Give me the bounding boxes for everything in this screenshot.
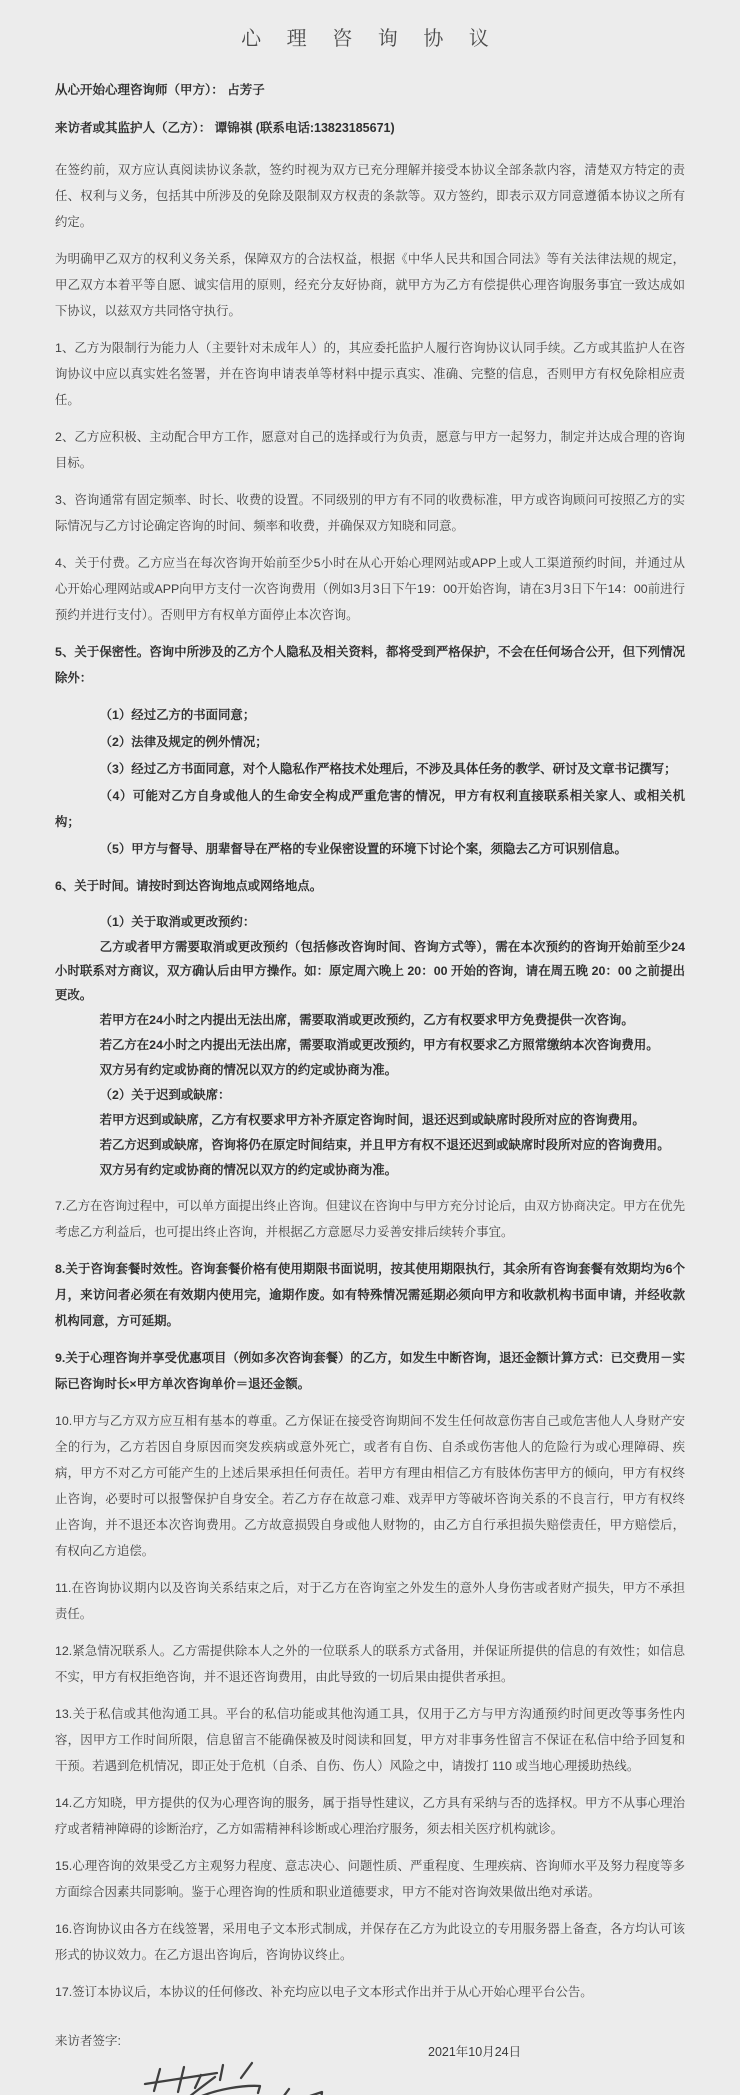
clause-6-item-2: （2）关于迟到或缺席： bbox=[99, 1088, 231, 1102]
visitor-signature-image bbox=[115, 2061, 330, 2095]
clause-6-item-1: （1）关于取消或更改预约： bbox=[99, 915, 256, 929]
intro-paragraph-2: 为明确甲乙双方的权利义务关系，保障双方的合法权益，根据《中华人民共和国合同法》等有关法律法规的规定，甲乙双方本着平等自愿、诚实信用的原则，经充分友好协商，就甲方为乙方有偿提供心理咨询服务事宜一致达成如下协议，以兹双方共同恪守执行。 bbox=[55, 252, 685, 318]
clause-7: 7.乙方在咨询过程中，可以单方面提出终止咨询。但建议在咨询中与甲方充分讨论后，由双方协商决定。甲方在优先考虑乙方利益后，也可提出终止咨询，并根据乙方意愿尽力妥善安排后续转介事宜。 bbox=[55, 1199, 685, 1239]
clause-6-item-1-text-3: 若乙方在24小时之内提出无法出席，需要取消或更改预约，甲方有权要求乙方照常缴纳本次咨询费用。 bbox=[99, 1038, 659, 1052]
clause-15: 15.心理咨询的效果受乙方主观努力程度、意志决心、问题性质、严重程度、生理疾病、咨询师水平及努力程度等多方面综合因素共同影响。鉴于心理咨询的性质和职业道德要求，甲方不能对咨询效果做出绝对承诺。 bbox=[55, 1859, 685, 1899]
date-line: 2021年10月24日 bbox=[428, 2045, 522, 2059]
party-b-line: 来访者或其监护人（乙方）： 谭锦祺 (联系电话:13823185671) bbox=[55, 121, 395, 135]
signature-section bbox=[55, 2031, 685, 2095]
clause-5-item-5: （5）甲方与督导、朋辈督导在严格的专业保密设置的环境下讨论个案，须隐去乙方可识别信息。 bbox=[99, 842, 627, 856]
clause-6-item-1-text-2: 若甲方在24小时之内提出无法出席，需要取消或更改预约，乙方有权要求甲方免费提供一次咨询。 bbox=[99, 1013, 634, 1027]
clause-6-item-2-text-3: 双方另有约定或协商的情况以双方的约定或协商为准。 bbox=[99, 1163, 397, 1177]
document-title: 心 理 咨 询 协 议 bbox=[241, 28, 499, 50]
clause-6-item-2-text-2: 若乙方迟到或缺席，咨询将仍在原定时间结束，并且甲方有权不退还迟到或缺席时段所对应的咨询费用。 bbox=[99, 1138, 670, 1152]
clause-4: 4、关于付费。乙方应当在每次咨询开始前至少5小时在从心开始心理网站或APP上或人工渠道预约时间，并通过从心开始心理网站或APP向甲方支付一次咨询费用（例如3月3日下午19：00开始咨询，请在3月3日下午14：00前进行预约并进行支付）。否则甲方有权单方面停止本次咨询。 bbox=[55, 556, 685, 622]
clause-1: 1、乙方为限制行为能力人（主要针对未成年人）的，其应委托监护人履行咨询协议认同手续。乙方或其监护人在咨询协议中应以真实姓名签署，并在咨询申请表单等材料中提示真实、准确、完整的信息，否则甲方有权免除相应责任。 bbox=[55, 341, 685, 407]
clause-16: 16.咨询协议由各方在线签署，采用电子文本形式制成，并保存在乙方为此设立的专用服务器上备查，各方均认可该形式的协议效力。在乙方退出咨询后，咨询协议终止。 bbox=[55, 1922, 685, 1962]
clause-5: 5、关于保密性。咨询中所涉及的乙方个人隐私及相关资料，都将受到严格保护，不会在任何场合公开，但下列情况除外： bbox=[55, 645, 685, 685]
clause-6-item-1-text-4: 双方另有约定或协商的情况以双方的约定或协商为准。 bbox=[99, 1063, 397, 1077]
clause-14: 14.乙方知晓，甲方提供的仅为心理咨询的服务，属于指导性建议，乙方具有采纳与否的选择权。甲方不从事心理治疗或者精神障碍的诊断治疗，乙方如需精神科诊断或心理治疗服务，须去相关医疗机构就诊。 bbox=[55, 1796, 685, 1836]
clause-6-item-2-text-1: 若甲方迟到或缺席，乙方有权要求甲方补齐原定咨询时间，退还迟到或缺席时段所对应的咨询费用。 bbox=[99, 1113, 645, 1127]
clause-6-item-1-text-1: 乙方或者甲方需要取消或更改预约（包括修改咨询时间、咨询方式等），需在本次预约的咨询开始前至少24小时联系对方商议，双方确认后由甲方操作。如：原定周六晚上 20：00 开始的咨询，请在周五晚 20：00 之前提出更改。 bbox=[55, 940, 685, 1002]
clause-13: 13.关于私信或其他沟通工具。平台的私信功能或其他沟通工具，仅用于乙方与甲方沟通预约时间更改等事务性内容，因甲方工作时间所限，信息留言不能确保被及时阅读和回复，甲方对非事务性留言不保证在私信中给予回复和干预。若遇到危机情况，即正处于危机（自杀、自伤、伤人）风险之中，请拨打 110 或当地心理援助热线。 bbox=[55, 1707, 685, 1773]
clause-5-item-4: （4）可能对乙方自身或他人的生命安全构成严重危害的情况，甲方有权利直接联系相关家人、或相关机构； bbox=[55, 789, 685, 829]
clause-3: 3、咨询通常有固定频率、时长、收费的设置。不同级别的甲方有不同的收费标准，甲方或咨询顾问可按照乙方的实际情况与乙方讨论确定咨询的时间、频率和收费，并确保双方知晓和同意。 bbox=[55, 493, 685, 533]
clause-2: 2、乙方应积极、主动配合甲方工作，愿意对自己的选择或行为负责，愿意与甲方一起努力，制定并达成合理的咨询目标。 bbox=[55, 430, 685, 470]
intro-paragraph-1: 在签约前，双方应认真阅读协议条款，签约时视为双方已充分理解并接受本协议全部条款内容，清楚双方特定的责任、权利与义务，包括其中所涉及的免除及限制双方权责的条款等。双方签约，即表示双方同意遵循本协议之所有约定。 bbox=[55, 163, 685, 229]
clause-8: 8.关于咨询套餐时效性。咨询套餐价格有使用期限书面说明，按其使用期限执行，其余所有咨询套餐有效期均为6个月，来访问者必须在有效期内使用完，逾期作废。如有特殊情况需延期必须向甲方和收款机构书面申请，并经收款机构同意，方可延期。 bbox=[55, 1262, 685, 1328]
clause-17: 17.签订本协议后，本协议的任何修改、补充均应以电子文本形式作出并于从心开始心理平台公告。 bbox=[55, 1985, 593, 1999]
clause-12: 12.紧急情况联系人。乙方需提供除本人之外的一位联系人的联系方式备用，并保证所提供的信息的有效性；如信息不实，甲方有权拒绝咨询，并不退还咨询费用，由此导致的一切后果由提供者承担。 bbox=[55, 1644, 685, 1684]
clause-10: 10.甲方与乙方双方应互相有基本的尊重。乙方保证在接受咨询期间不发生任何故意伤害自己或危害他人人身财产安全的行为，乙方若因自身原因而突发疾病或意外死亡，或者有自伤、自杀或伤害他人的危险行为或心理障碍、疾病，甲方不对乙方可能产生的上述后果承担任何责任。若甲方有理由相信乙方有肢体伤害甲方的倾向，甲方有权终止咨询，必要时可以报警保护自身安全。若乙方存在故意刁难、戏弄甲方等破坏咨询关系的不良言行，甲方有权终止咨询，并不退还本次咨询费用。乙方故意损毁自身或他人财物的，由乙方自行承担损失赔偿责任，甲方赔偿后，有权向乙方追偿。 bbox=[55, 1414, 685, 1558]
clause-6: 6、关于时间。请按时到达咨询地点或网络地点。 bbox=[55, 879, 323, 893]
party-a-line: 从心开始心理咨询师（甲方）： 占芳子 bbox=[55, 83, 265, 97]
clause-5-item-3: （3）经过乙方书面同意，对个人隐私作严格技术处理后，不涉及具体任务的教学、研讨及文章书记撰写； bbox=[99, 762, 677, 776]
clause-5-item-1: （1）经过乙方的书面同意； bbox=[99, 708, 256, 722]
clause-5-item-2: （2）法律及规定的例外情况； bbox=[99, 735, 268, 749]
clause-11: 11.在咨询协议期内以及咨询关系结束之后，对于乙方在咨询室之外发生的意外人身伤害或者财产损失，甲方不承担责任。 bbox=[55, 1581, 685, 1621]
clause-9: 9.关于心理咨询并享受优惠项目（例如多次咨询套餐）的乙方，如发生中断咨询，退还金额计算方式：已交费用－实际已咨询时长×甲方单次咨询单价＝退还金额。 bbox=[55, 1351, 685, 1391]
signature-label: 来访者签字: bbox=[55, 2034, 121, 2048]
